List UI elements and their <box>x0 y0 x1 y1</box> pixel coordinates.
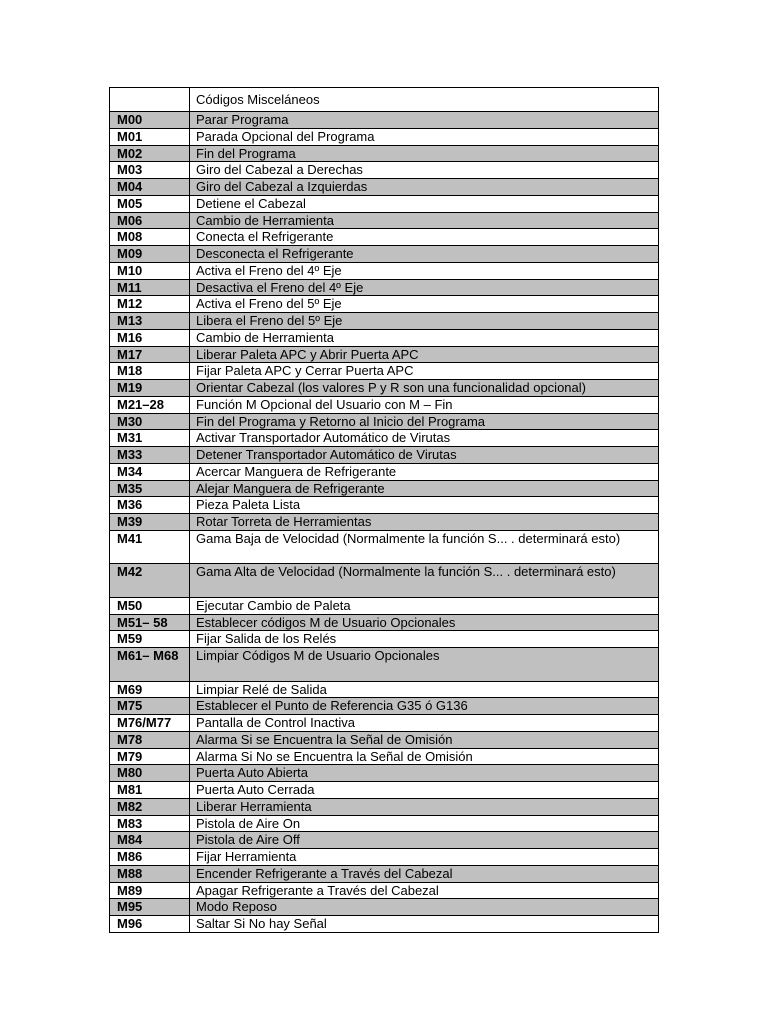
code-cell: M33 <box>110 447 190 464</box>
description-cell: Alarma Si se Encuentra la Señal de Omisión <box>190 731 659 748</box>
code-cell: M06 <box>110 212 190 229</box>
code-cell: M18 <box>110 363 190 380</box>
table-row <box>110 346 659 363</box>
code-cell: M89 <box>110 882 190 899</box>
description-cell: Parar Programa <box>190 112 659 129</box>
code-cell: M36 <box>110 497 190 514</box>
table-row <box>110 413 659 430</box>
table-row <box>110 145 659 162</box>
code-cell: M35 <box>110 480 190 497</box>
description-cell: Pieza Paleta Lista <box>190 497 659 514</box>
description-cell: Encender Refrigerante a Través del Cabezal <box>190 865 659 882</box>
description-cell: Pantalla de Control Inactiva <box>190 715 659 732</box>
table-row <box>110 212 659 229</box>
table-row <box>110 447 659 464</box>
table-row <box>110 681 659 698</box>
code-cell: M42 <box>110 564 190 598</box>
code-cell: M11 <box>110 279 190 296</box>
code-cell: M76/M77 <box>110 715 190 732</box>
description-cell: Gama Baja de Velocidad (Normalmente la función S... . determinará esto) <box>190 530 659 564</box>
table-row <box>110 128 659 145</box>
description-cell: Rotar Torreta de Herramientas <box>190 514 659 531</box>
description-cell: Activa el Freno del 5º Eje <box>190 296 659 313</box>
code-cell: M96 <box>110 916 190 933</box>
description-cell: Gama Alta de Velocidad (Normalmente la función S... . determinará esto) <box>190 564 659 598</box>
table-row <box>110 463 659 480</box>
description-cell: Cambio de Herramienta <box>190 329 659 346</box>
code-cell: M61– M68 <box>110 648 190 682</box>
table-row <box>110 882 659 899</box>
description-cell: Detiene el Cabezal <box>190 195 659 212</box>
table-row <box>110 832 659 849</box>
description-cell: Giro del Cabezal a Izquierdas <box>190 179 659 196</box>
table-row <box>110 631 659 648</box>
code-cell: M31 <box>110 430 190 447</box>
description-cell: Acercar Manguera de Refrigerante <box>190 463 659 480</box>
table-row <box>110 363 659 380</box>
description-cell: Fin del Programa <box>190 145 659 162</box>
table-row <box>110 296 659 313</box>
code-cell: M59 <box>110 631 190 648</box>
description-cell: Puerta Auto Cerrada <box>190 782 659 799</box>
table-row <box>110 782 659 799</box>
description-cell: Pistola de Aire Off <box>190 832 659 849</box>
table-row <box>110 916 659 933</box>
table-row <box>110 731 659 748</box>
description-cell: Desconecta el Refrigerante <box>190 246 659 263</box>
table-row <box>110 195 659 212</box>
code-cell: M75 <box>110 698 190 715</box>
description-cell: Conecta el Refrigerante <box>190 229 659 246</box>
table-row <box>110 715 659 732</box>
code-cell: M02 <box>110 145 190 162</box>
table-row <box>110 698 659 715</box>
table-row <box>110 229 659 246</box>
description-cell: Cambio de Herramienta <box>190 212 659 229</box>
table-row <box>110 179 659 196</box>
description-cell: Liberar Paleta APC y Abrir Puerta APC <box>190 346 659 363</box>
description-cell: Parada Opcional del Programa <box>190 128 659 145</box>
description-cell: Limpiar Códigos M de Usuario Opcionales <box>190 648 659 682</box>
code-cell: M13 <box>110 313 190 330</box>
table-row <box>110 849 659 866</box>
code-cell: M41 <box>110 530 190 564</box>
code-cell: M10 <box>110 262 190 279</box>
table-row <box>110 279 659 296</box>
table-row <box>110 162 659 179</box>
description-cell: Alejar Manguera de Refrigerante <box>190 480 659 497</box>
code-cell: M83 <box>110 815 190 832</box>
description-cell: Liberar Herramienta <box>190 798 659 815</box>
table-header-row <box>110 88 659 112</box>
description-cell: Ejecutar Cambio de Paleta <box>190 597 659 614</box>
code-cell: M39 <box>110 514 190 531</box>
header-code-cell <box>110 88 190 112</box>
description-cell: Fijar Herramienta <box>190 849 659 866</box>
code-cell: M04 <box>110 179 190 196</box>
code-cell: M80 <box>110 765 190 782</box>
table-row <box>110 765 659 782</box>
table-row <box>110 497 659 514</box>
m-codes-table <box>109 87 659 933</box>
description-cell: Detener Transportador Automático de Virutas <box>190 447 659 464</box>
code-cell: M79 <box>110 748 190 765</box>
code-cell: M19 <box>110 380 190 397</box>
table-row <box>110 798 659 815</box>
table-row <box>110 262 659 279</box>
code-cell: M86 <box>110 849 190 866</box>
table-row <box>110 530 659 564</box>
table-row <box>110 430 659 447</box>
code-cell: M69 <box>110 681 190 698</box>
description-cell: Modo Reposo <box>190 899 659 916</box>
table-row <box>110 313 659 330</box>
table-row <box>110 815 659 832</box>
table-row <box>110 329 659 346</box>
code-cell: M95 <box>110 899 190 916</box>
description-cell: Libera el Freno del 5º Eje <box>190 313 659 330</box>
code-cell: M17 <box>110 346 190 363</box>
description-cell: Saltar Si No hay Señal <box>190 916 659 933</box>
table-row <box>110 480 659 497</box>
description-cell: Función M Opcional del Usuario con M – Fin <box>190 396 659 413</box>
code-cell: M05 <box>110 195 190 212</box>
description-cell: Activa el Freno del 4º Eje <box>190 262 659 279</box>
code-cell: M08 <box>110 229 190 246</box>
table-row <box>110 514 659 531</box>
code-cell: M81 <box>110 782 190 799</box>
description-cell: Fijar Salida de los Relés <box>190 631 659 648</box>
code-cell: M21–28 <box>110 396 190 413</box>
table-row <box>110 246 659 263</box>
table-row <box>110 597 659 614</box>
description-cell: Orientar Cabezal (los valores P y R son una funcionalidad opcional) <box>190 380 659 397</box>
code-cell: M50 <box>110 597 190 614</box>
description-cell: Apagar Refrigerante a Través del Cabezal <box>190 882 659 899</box>
code-cell: M78 <box>110 731 190 748</box>
code-cell: M16 <box>110 329 190 346</box>
description-cell: Giro del Cabezal a Derechas <box>190 162 659 179</box>
code-cell: M03 <box>110 162 190 179</box>
table-row <box>110 380 659 397</box>
table-row <box>110 112 659 129</box>
code-cell: M00 <box>110 112 190 129</box>
table-title: Códigos Misceláneos <box>190 88 659 112</box>
table-row <box>110 564 659 598</box>
description-cell: Establecer el Punto de Referencia G35 ó G136 <box>190 698 659 715</box>
table-row <box>110 899 659 916</box>
table-row <box>110 748 659 765</box>
code-cell: M51– 58 <box>110 614 190 631</box>
description-cell: Establecer códigos M de Usuario Opcionales <box>190 614 659 631</box>
table-row <box>110 648 659 682</box>
code-cell: M82 <box>110 798 190 815</box>
description-cell: Limpiar Relé de Salida <box>190 681 659 698</box>
description-cell: Pistola de Aire On <box>190 815 659 832</box>
description-cell: Alarma Si No se Encuentra la Señal de Omisión <box>190 748 659 765</box>
description-cell: Puerta Auto Abierta <box>190 765 659 782</box>
description-cell: Desactiva el Freno del 4º Eje <box>190 279 659 296</box>
description-cell: Activar Transportador Automático de Virutas <box>190 430 659 447</box>
table-row <box>110 865 659 882</box>
code-cell: M84 <box>110 832 190 849</box>
code-cell: M34 <box>110 463 190 480</box>
m-codes-table-body <box>110 88 659 933</box>
code-cell: M01 <box>110 128 190 145</box>
description-cell: Fijar Paleta APC y Cerrar Puerta APC <box>190 363 659 380</box>
table-row <box>110 614 659 631</box>
code-cell: M12 <box>110 296 190 313</box>
code-cell: M30 <box>110 413 190 430</box>
description-cell: Fin del Programa y Retorno al Inicio del Programa <box>190 413 659 430</box>
code-cell: M88 <box>110 865 190 882</box>
code-cell: M09 <box>110 246 190 263</box>
table-row <box>110 396 659 413</box>
